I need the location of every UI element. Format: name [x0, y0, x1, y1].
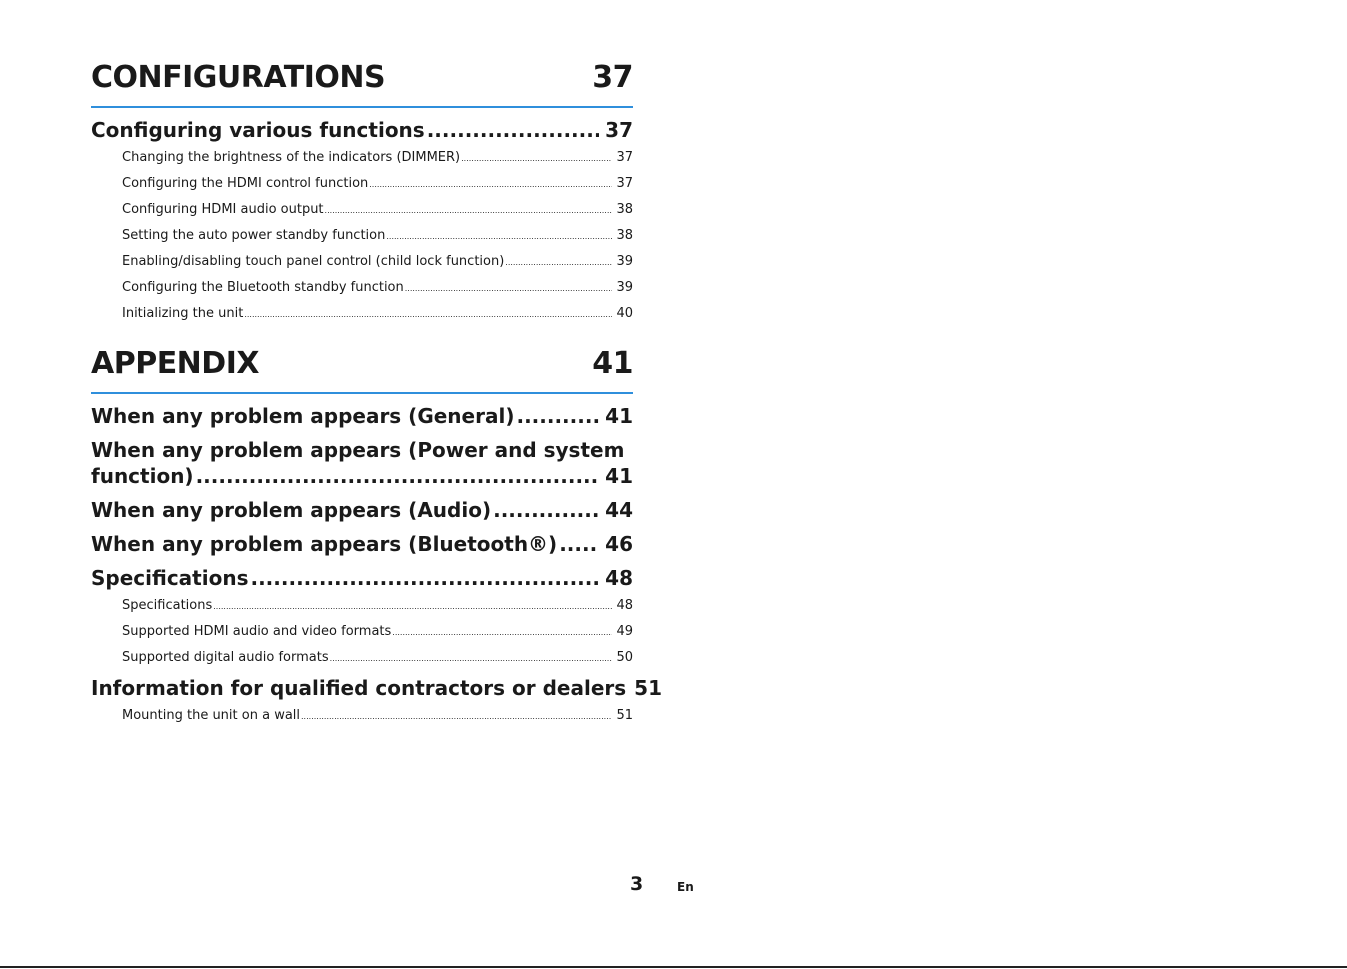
- dot-leader: [330, 650, 613, 667]
- dot-leader: [369, 176, 612, 193]
- toc-subentry[interactable]: [91, 279, 633, 297]
- dot-leader: [493, 497, 599, 523]
- toc-subentry-page: 39: [616, 280, 633, 295]
- toc-entry-problem-power[interactable]: [91, 437, 633, 489]
- toc-entry-title: When any problem appears (Audio): [91, 498, 492, 522]
- toc-subentry[interactable]: [91, 149, 633, 167]
- dot-leader: [559, 531, 599, 557]
- toc-entry-title: When any problem appears (General): [91, 404, 515, 428]
- dot-leader: [250, 565, 599, 591]
- toc-subentry-page: 48: [616, 598, 633, 613]
- toc-subentry-page: 37: [616, 176, 633, 191]
- chapter-title: APPENDIX: [91, 346, 259, 381]
- toc-subentry[interactable]: [91, 201, 633, 219]
- toc-subentry-title: Changing the brightness of the indicators (DIMMER): [122, 150, 461, 165]
- chapter-heading-appendix[interactable]: [91, 346, 633, 394]
- toc-entry-problem-audio[interactable]: [91, 497, 633, 523]
- toc-entry-specifications[interactable]: [91, 565, 633, 591]
- toc-subentry[interactable]: [91, 253, 633, 271]
- dot-leader: [427, 117, 599, 143]
- toc-subentry-page: 38: [616, 202, 633, 217]
- toc-subentry[interactable]: [91, 305, 633, 323]
- toc-subentry-title: Configuring the Bluetooth standby function: [122, 280, 404, 295]
- toc-entry-problem-bluetooth[interactable]: [91, 531, 633, 557]
- toc-entry-title: Configuring various functions: [91, 118, 425, 142]
- toc-entry-page: 46: [605, 532, 633, 556]
- toc-subentry-title: Setting the auto power standby function: [122, 228, 386, 243]
- chapter-heading-configurations[interactable]: [91, 60, 633, 108]
- toc-subentry-title: Enabling/disabling touch panel control (child lock function): [122, 254, 505, 269]
- toc-entry-configuring-various-functions[interactable]: [91, 117, 633, 143]
- toc-subentry[interactable]: [91, 649, 633, 667]
- toc-subentry-page: 38: [616, 228, 633, 243]
- toc-subentry-page: 39: [616, 254, 633, 269]
- dot-leader: [196, 463, 600, 489]
- toc-entry-page: 41: [605, 404, 633, 428]
- toc-entry-page: 37: [605, 118, 633, 142]
- dot-leader: [461, 150, 612, 167]
- toc-subentry-page: 37: [616, 150, 633, 165]
- toc-entry-title: Specifications: [91, 566, 249, 590]
- dot-leader: [505, 254, 612, 271]
- dot-leader: [516, 403, 599, 429]
- toc-subentry-title: Specifications: [122, 598, 213, 613]
- toc-entry-title-line2: function): [91, 464, 194, 488]
- table-of-contents: [91, 60, 662, 725]
- toc-subentry-title: Configuring the HDMI control function: [122, 176, 369, 191]
- toc-subentry-title: Supported digital audio formats: [122, 650, 329, 665]
- toc-subentry-title: Supported HDMI audio and video formats: [122, 624, 392, 639]
- toc-subentry-title: Mounting the unit on a wall: [122, 708, 301, 723]
- toc-entry-contractors-dealers[interactable]: [91, 675, 662, 701]
- bottom-divider: [0, 966, 1347, 968]
- toc-entry-page: 44: [605, 498, 633, 522]
- page-number: 3: [630, 873, 644, 895]
- toc-entry-page: 41: [605, 464, 633, 488]
- toc-entry-title-line1: When any problem appears (Power and system: [91, 438, 625, 462]
- chapter-page: 41: [592, 346, 633, 381]
- toc-subentry[interactable]: [91, 707, 633, 725]
- dot-leader: [386, 228, 612, 245]
- toc-entry-problem-general[interactable]: [91, 403, 633, 429]
- toc-subentry-title: Initializing the unit: [122, 306, 244, 321]
- dot-leader: [392, 624, 612, 641]
- toc-subentry[interactable]: [91, 597, 633, 615]
- toc-subentry[interactable]: [91, 175, 633, 193]
- dot-leader: [213, 598, 612, 615]
- dot-leader: [301, 708, 612, 725]
- toc-entry-title: Information for qualified contractors or dealers: [91, 676, 627, 700]
- language-label: En: [677, 880, 694, 894]
- toc-subentry-page: 49: [616, 624, 633, 639]
- toc-entry-title: When any problem appears (Bluetooth®): [91, 532, 558, 556]
- toc-subentry[interactable]: [91, 623, 633, 641]
- toc-subentry-page: 51: [616, 708, 633, 723]
- toc-subentry-page: 40: [616, 306, 633, 321]
- toc-subentry-page: 50: [616, 650, 633, 665]
- chapter-page: 37: [592, 60, 633, 95]
- dot-leader: [405, 280, 613, 297]
- toc-subentry[interactable]: [91, 227, 633, 245]
- toc-entry-page: 51: [634, 676, 662, 700]
- dot-leader: [325, 202, 613, 219]
- toc-entry-page: 48: [605, 566, 633, 590]
- toc-subentry-title: Configuring HDMI audio output: [122, 202, 324, 217]
- chapter-title: CONFIGURATIONS: [91, 60, 386, 95]
- dot-leader: [244, 306, 612, 323]
